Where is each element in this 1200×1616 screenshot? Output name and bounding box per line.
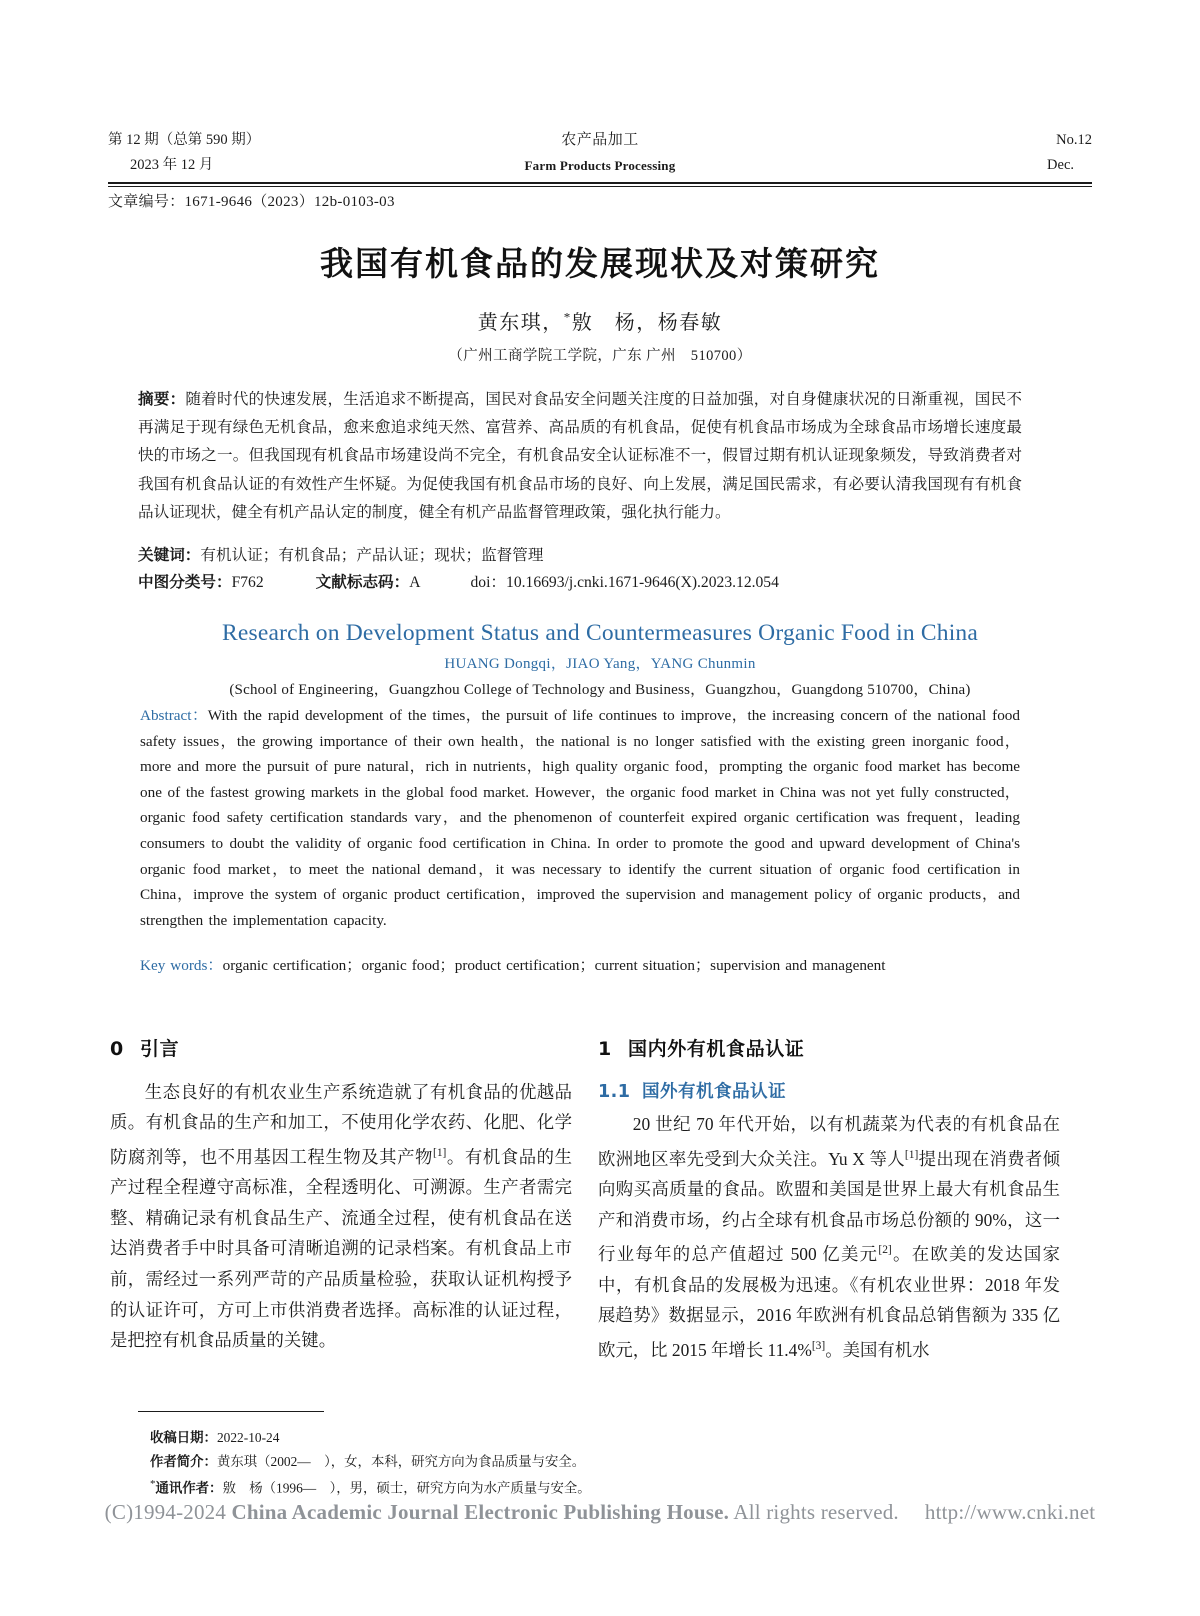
citation-ref-2: [2] [878, 1244, 892, 1257]
doi-label: doi： [470, 574, 507, 591]
subsection-number-1-1: 1.1 [598, 1081, 631, 1102]
citation-ref-1b: [1] [904, 1148, 919, 1161]
keywords-cn [138, 542, 1022, 570]
citation-ref-1: [1] [433, 1146, 447, 1159]
received-label: 收稿日期： [150, 1430, 217, 1445]
author-rest-cn: 敫 杨，杨春敏 [571, 312, 723, 334]
page-title-en: Research on Development Status and Countermeasures Organic Food in China [221, 620, 978, 646]
running-head-right [1047, 128, 1092, 178]
document-code-label: 文献标志码： [315, 574, 410, 591]
subsection-heading-1-1 [598, 1077, 1060, 1108]
keywords-en [140, 953, 1020, 979]
issue-month-en: Dec. [1047, 157, 1074, 173]
running-head [108, 128, 1092, 180]
cnki-copyright-footer [0, 1500, 1200, 1525]
corresponding-marker-footnote: * [150, 1478, 156, 1491]
issue-number-en: No.12 [1056, 132, 1092, 148]
subsection-title-1-1: 国外有机食品认证 [642, 1081, 786, 1102]
corr-label: 通讯作者： [155, 1480, 223, 1496]
keywords-label-cn: 关键词： [138, 547, 201, 564]
received-value: 2022-10-24 [216, 1430, 280, 1445]
journal-title-cn: 农产品加工 [561, 132, 639, 148]
sec11-text-part4: 。美国有机水 [825, 1339, 930, 1360]
section-heading-0 [110, 1034, 572, 1065]
abstract-cn [138, 386, 1022, 527]
body-column-right [598, 1034, 1060, 1365]
clc-label: 中图分类号： [138, 574, 232, 591]
footnote-divider [138, 1411, 324, 1412]
author-list-cn [108, 306, 1092, 335]
sec11-text-part3: 。在欧美的发达国家中，有机食品的发展极为迅速。《有机农业世界：2018 年发展趋势》数据显示，2016 年欧洲有机食品总销售额为 335 亿欧元，比 2015 年增长 11.4% [598, 1244, 1060, 1360]
abstract-label-en: Abstract： [140, 707, 208, 724]
page-title-cn: 我国有机食品的发展现状及对策研究 [320, 244, 880, 283]
section-title-0: 引言 [140, 1038, 180, 1060]
corresponding-author-marker: * [563, 309, 572, 325]
footnote-corresponding-author [150, 1473, 710, 1500]
intro-text-part2: 。有机食品的生产过程全程遵守高标准，全程透明化、可溯源。生产者需完整、精确记录有机食品生产、流通全过程，使有机食品在送达消费者手中时具备可清晰追溯的记录档案。有机食品上市前，需经过一系列严苛的产品质量检验，获取认证机构授予的认证许可，方可上市供消费者选择。高标准的认证过程，是把控有机食品质量的关键。 [110, 1146, 572, 1351]
abstract-text-cn: 随着时代的快速发展，生活追求不断提高，国民对食品安全问题关注度的日益加强，对自身健康状况的日渐重视，国民不再满足于现有绿色无机食品，愈来愈追求纯天然、富营养、高品质的有机食品，促使有机食品市场成为全球食品市场增长速度最快的市场之一。但我国现有机食品市场建设尚不完全，有机食品安全认证标准不一，假冒过期有机认证现象频发，导致消费者对我国有机食品认证的有效性产生怀疑。为促使我国有机食品市场的良好、向上发展，满足国民需求，有必要认清我国现有有机食品认证现状，健全有机产品认定的制度，健全有机产品监督管理政策，强化执行能力。 [138, 391, 1022, 521]
footnote-author-bio [150, 1450, 710, 1474]
sec11-text-part1: 20 世纪 70 年代开始，以有机蔬菜为代表的有机食品在欧洲地区率先受到大众关注。Yu X 等人 [598, 1114, 1060, 1169]
author-list-en: HUANG Dongqi，JIAO Yang，YANG Chunmin [444, 656, 756, 672]
bio-value: 黄东琪（2002— ），女，本科，研究方向为食品质量与安全。 [216, 1453, 586, 1469]
footnote-received [150, 1426, 710, 1450]
body-column-left [110, 1034, 572, 1356]
affiliation-en: (School of Engineering，Guangzhou College of Technology and Business，Guangzhou，Guangdong 510700，China) [229, 682, 971, 698]
issue-date-cn: 2023 年 12 月 [130, 157, 214, 173]
corr-value: 敫 杨（1996— ），男，硕士，研究方向为水产质量与安全。 [222, 1480, 591, 1496]
copyright-prefix: (C)1994-2024 [104, 1500, 232, 1524]
abstract-text-en: With the rapid development of the times，the pursuit of life continues to improve，the increasing concern of the national food safety issues，the growing importance of their own health，the national is no longer satisfied with the existing green inorganic food，more and more the pursuit of pure natural，rich in nutrients，high quality organic food，prompting the organic food market has become one of the fastest growing markets in the global food market. However，the organic food market in China was not yet fully constructed，organic food safety certification standards vary，and the phenomenon of counterfeit expired organic certification was frequent，leading consumers to doubt the validity of organic food certification in China. In order to promote the good and upward development of China's organic food market，to meet the national demand，it was necessary to identify the current situation of organic food certification in China，improve the system of organic product certification，improved the supervision and management policy of organic products，and strengthen the implementation capacity. [140, 707, 1020, 929]
affiliation-cn: （广州工商学院工学院，广东 广州 510700） [448, 348, 752, 364]
abstract-en [140, 703, 1020, 933]
doi-value: 10.16693/j.cnki.1671-9646(X).2023.12.054 [506, 574, 779, 591]
author-first-cn: 黄东琪， [477, 312, 564, 334]
copyright-suffix: All rights reserved. [729, 1500, 899, 1524]
journal-title-en: Farm Products Processing [524, 158, 676, 173]
running-head-center [108, 128, 1092, 178]
header-divider [108, 182, 1092, 187]
intro-text-part1: 生态良好的有机农业生产系统造就了有机食品的优越品质。有机食品的生产和加工，不使用化学农药、化肥、化学防腐剂等，也不用基因工程生物及其产物 [110, 1081, 572, 1167]
keywords-label-en: Key words： [140, 957, 223, 974]
section-number-1: 1 [598, 1038, 612, 1060]
abstract-label-cn: 摘要： [138, 391, 186, 408]
article-number: 文章编号：1671-9646（2023）12b-0103-03 [108, 194, 395, 210]
classification-line [138, 569, 1022, 597]
copyright-publisher: China Academic Journal Electronic Publishing House. [231, 1500, 730, 1524]
section-heading-1 [598, 1034, 1060, 1065]
cnki-url: http://www.cnki.net [924, 1500, 1096, 1524]
document-code-value: A [409, 574, 421, 591]
keywords-text-cn: 有机认证；有机食品；产品认证；现状；监督管理 [200, 547, 544, 564]
footnote-block [150, 1426, 710, 1500]
section-number-0: 0 [110, 1038, 124, 1060]
body-paragraph-1-1 [598, 1109, 1060, 1365]
issue-number: 第 12 期（总第 590 期） [108, 132, 261, 148]
sec11-text-part2: 提出现在消费者倾向购买高质量的食品。欧盟和美国是世界上最大有机食品生产和消费市场，约占全球有机食品市场总份额的 90%，这一行业每年的总产值超过 500 亿美元 [598, 1148, 1060, 1265]
body-paragraph-intro [110, 1077, 572, 1356]
section-title-1: 国内外有机食品认证 [628, 1038, 805, 1060]
citation-ref-3: [3] [811, 1339, 826, 1352]
bio-label: 作者简介： [150, 1453, 217, 1469]
clc-value: F762 [231, 574, 264, 591]
keywords-text-en: organic certification；organic food；product certification；current situation；supervision and managenent [222, 957, 886, 974]
